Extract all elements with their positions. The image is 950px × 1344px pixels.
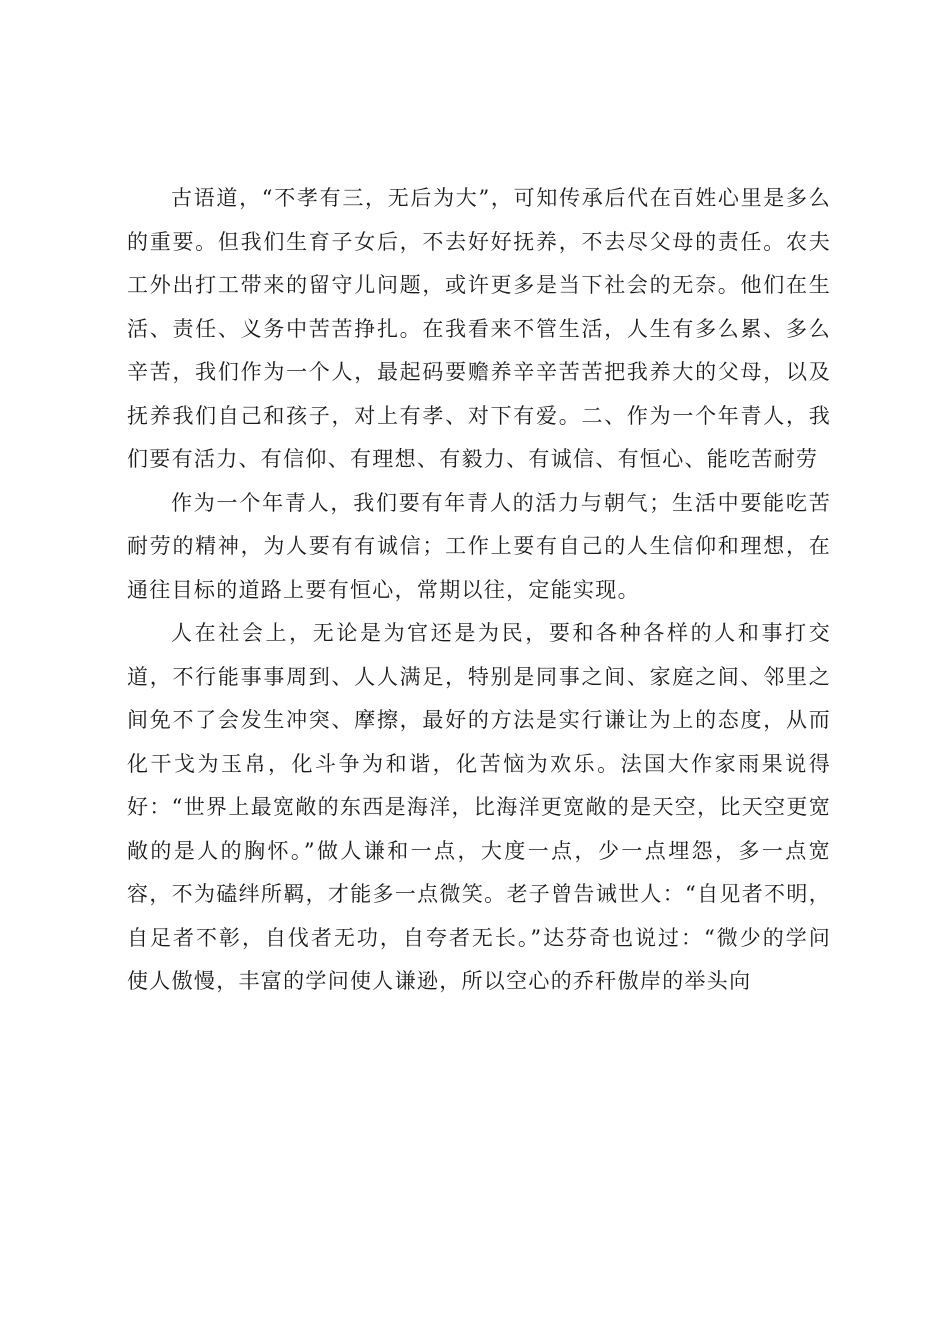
paragraph-1: 古语道，“不孝有三，无后为大”，可知传承后代在百姓心里是多么的重要。但我们生育子女后，不去好好抚养，不去尽父母的责任。农夫工外出打工带来的留守儿问题，或许更多是当下社会的无奈。他们在生活、责任、义务中苦苦挣扎。在我看来不管生活，人生有多么累、多么辛苦，我们作为一个人，最起码要赡养辛辛苦苦把我养大的父母，以及抚养我们自己和孩子，对上有孝、对下有爱。二、作为一个年青人，我们要有活力、有信仰、有理想、有毅力、有诚信、有恒心、能吃苦耐劳: [127, 186, 831, 471]
paragraph-2: 作为一个年青人，我们要有年青人的活力与朝气；生活中要能吃苦耐劳的精神，为人要有有诚信；工作上要有自己的人生信仰和理想，在通往目标的道路上要有恒心，常期以往，定能实现。: [127, 490, 831, 602]
paragraph-3: 人在社会上，无论是为官还是为民，要和各种各样的人和事打交道，不行能事事周到、人人满足，特别是同事之间、家庭之间、邻里之间免不了会发生冲突、摩擦，最好的方法是实行谦让为上的态度，从而化干戈为玉帛，化斗争为和谐，化苦恼为欢乐。法国大作家雨果说得好：“世界上最宽敞的东西是海洋，比海洋更宽敞的是天空，比天空更宽敞的是人的胸怀。”做人谦和一点，大度一点，少一点埋怨，多一点宽容，不为磕绊所羁，才能多一点微笑。老子曾告诫世人：“自见者不明，自足者不彰，自伐者无功，自夸者无长。”达芬奇也说过：“微少的学问使人傲慢，丰富的学问使人谦逊，所以空心的乔秆傲岸的举头向: [127, 621, 831, 993]
document-body: [127, 177, 831, 1004]
